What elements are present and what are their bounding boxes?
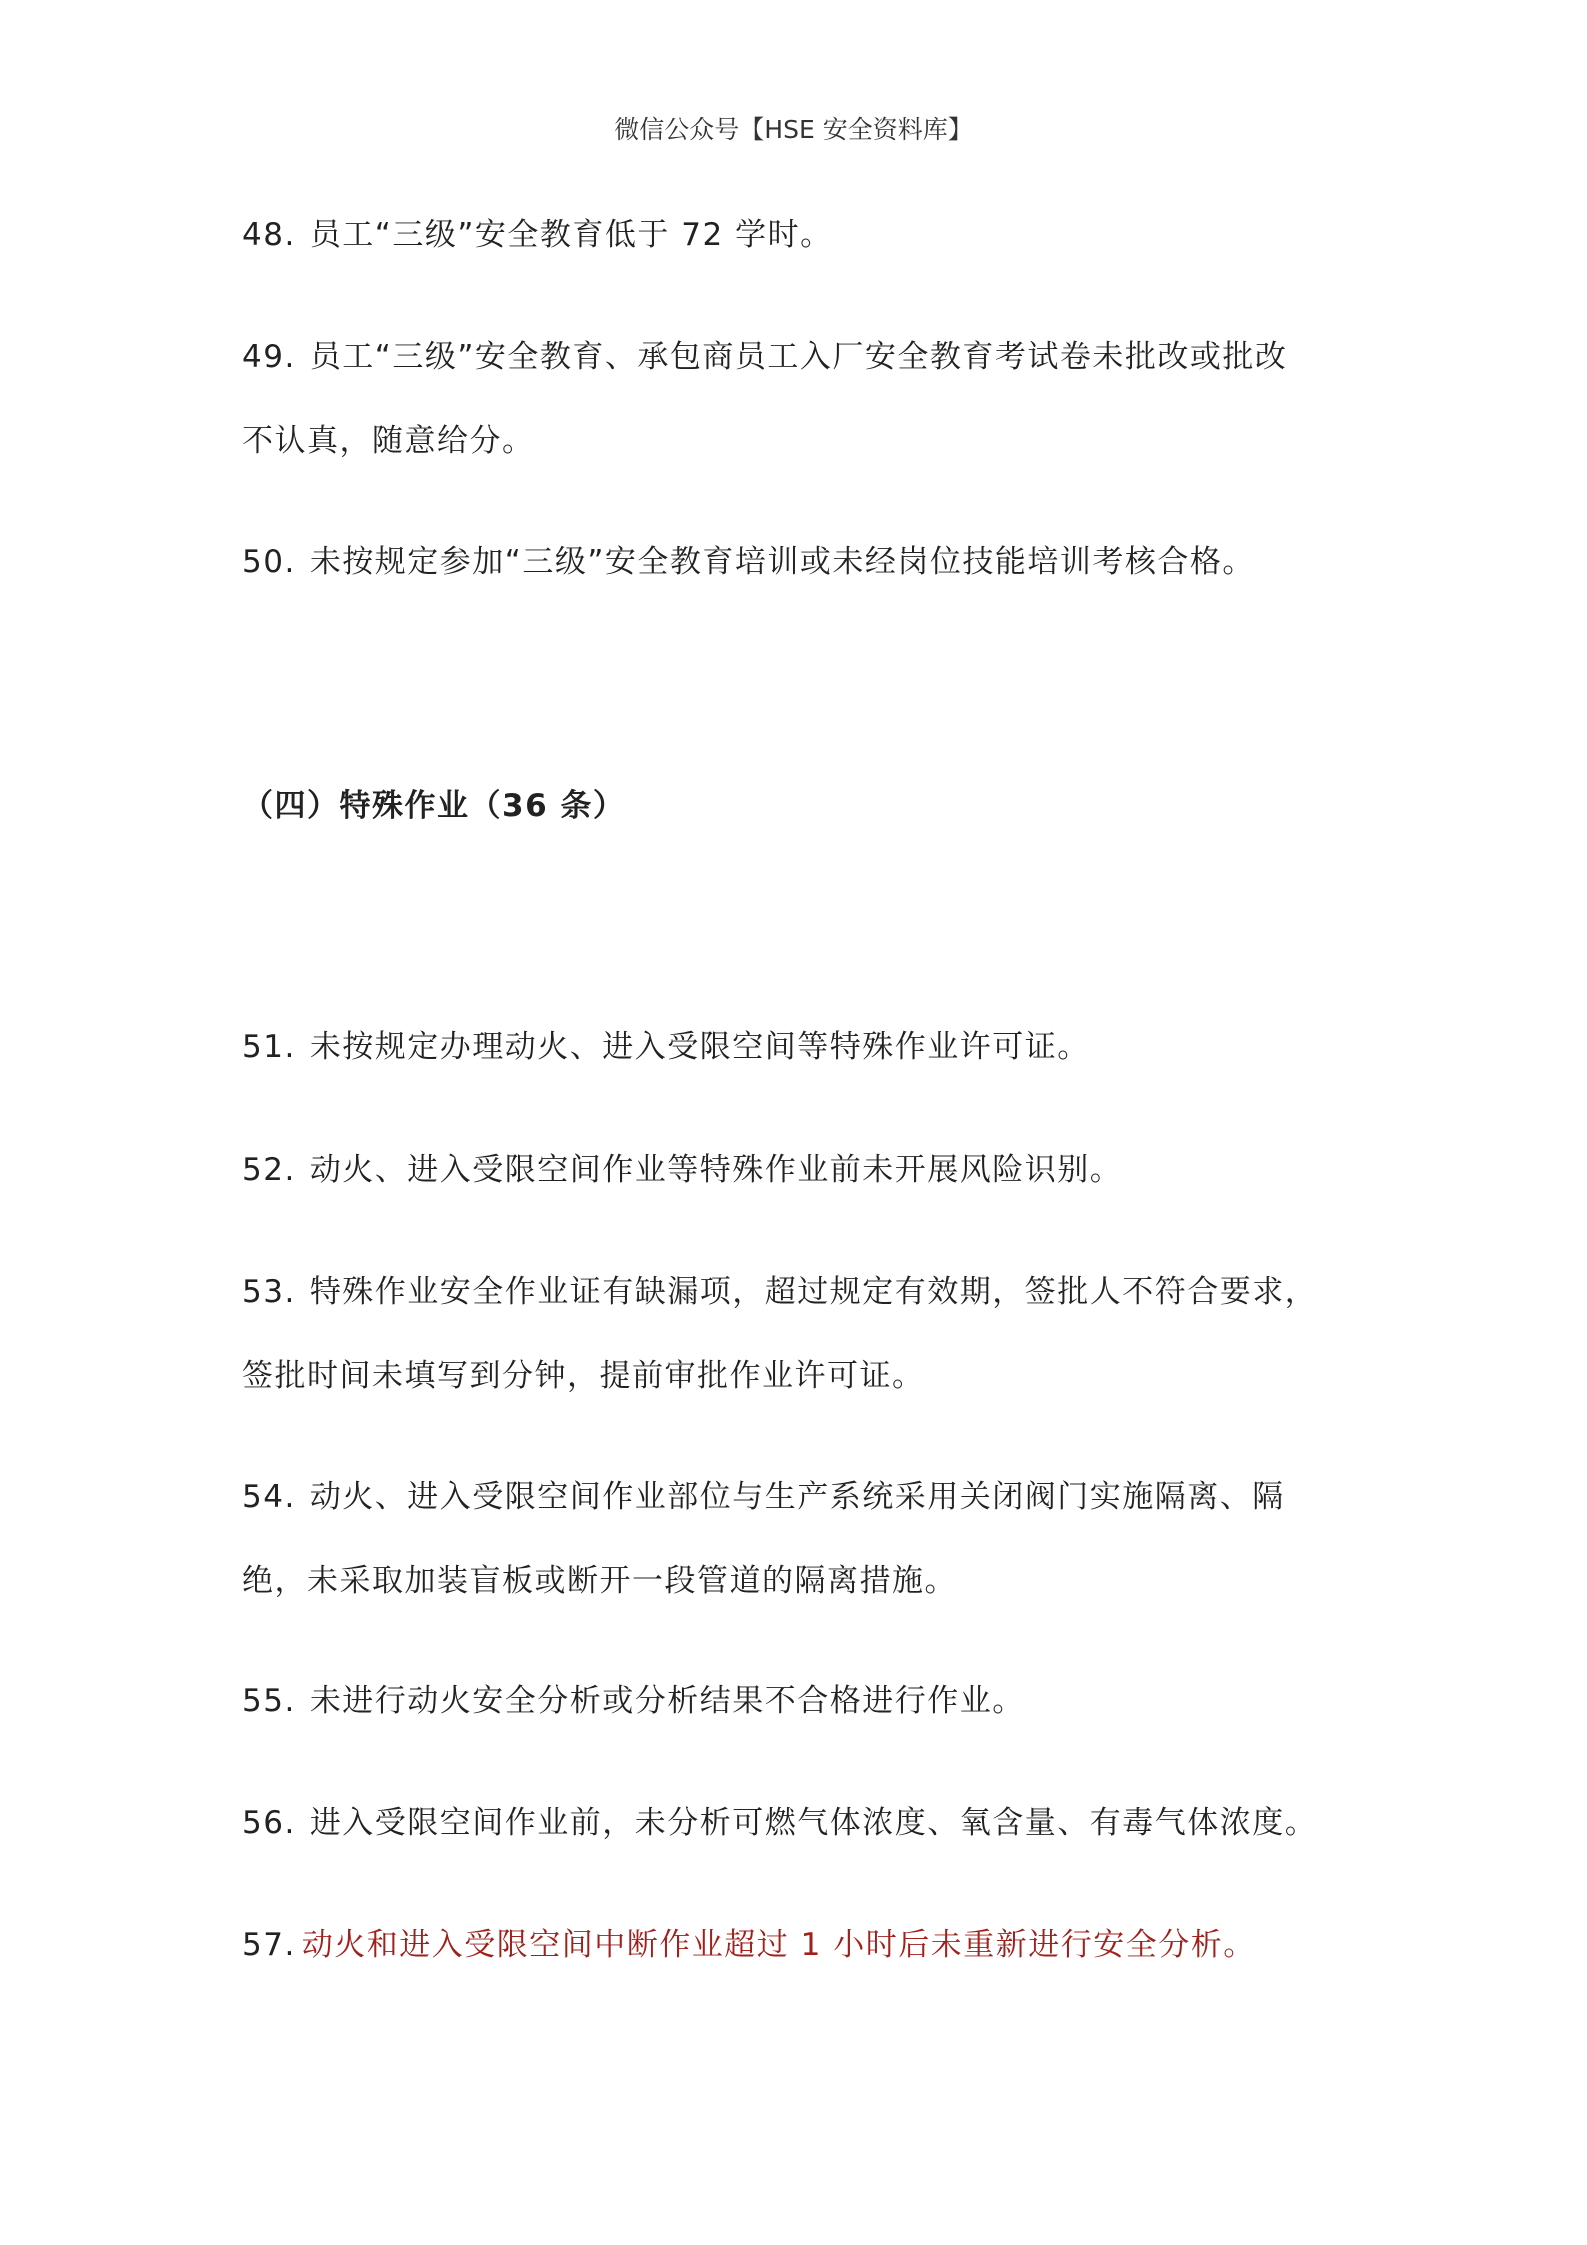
item-line-1 — [242, 315, 1352, 399]
item-text-highlighted: 动火和进入受限空间中断作业超过 1 小时后未重新进行安全分析。 — [301, 1927, 1256, 1963]
item-number: 55. — [242, 1683, 296, 1719]
item-54 — [242, 1455, 1352, 1623]
item-number: 50. — [242, 544, 296, 580]
item-text: 动火、进入受限空间作业等特殊作业前未开展风险识别。 — [309, 1152, 1123, 1188]
item-55 — [242, 1659, 1352, 1743]
section-title: （四）特殊作业（36 条） — [242, 788, 626, 824]
item-text: 特殊作业安全作业证有缺漏项，超过规定有效期，签批人不符合要求， — [309, 1274, 1318, 1310]
item-51 — [242, 1005, 1352, 1089]
item-text: 动火、进入受限空间作业部位与生产系统采用关闭阀门实施隔离、隔 — [309, 1479, 1285, 1515]
item-text: 未按规定参加“三级”安全教育培训或未经岗位技能培训考核合格。 — [309, 544, 1255, 580]
item-number: 56. — [242, 1805, 296, 1841]
item-text: 未进行动火安全分析或分析结果不合格进行作业。 — [309, 1683, 1025, 1719]
item-49 — [242, 315, 1352, 483]
item-text: 未按规定办理动火、进入受限空间等特殊作业许可证。 — [309, 1029, 1090, 1065]
item-53 — [242, 1250, 1352, 1418]
item-line-2: 不认真，随意给分。 — [242, 423, 535, 459]
item-line-1 — [242, 1250, 1352, 1334]
item-line-2: 绝，未采取加装盲板或断开一段管道的隔离措施。 — [242, 1563, 957, 1599]
item-text: 员工“三级”安全教育低于 72 学时。 — [309, 217, 833, 253]
item-number: 53. — [242, 1274, 296, 1310]
item-number: 51. — [242, 1029, 296, 1065]
page-header: 微信公众号【HSE 安全资料库】 — [614, 115, 973, 144]
item-line-1 — [242, 1455, 1352, 1539]
item-48 — [242, 193, 1352, 277]
item-line-2: 签批时间未填写到分钟，提前审批作业许可证。 — [242, 1358, 925, 1394]
item-56 — [242, 1781, 1352, 1865]
item-57 — [242, 1903, 1352, 1987]
item-text: 进入受限空间作业前，未分析可燃气体浓度、氧含量、有毒气体浓度。 — [309, 1805, 1318, 1841]
item-number: 48. — [242, 217, 296, 253]
item-number: 49. — [242, 339, 296, 375]
item-number: 57. — [242, 1927, 296, 1963]
item-50 — [242, 520, 1352, 604]
item-52 — [242, 1128, 1352, 1212]
item-number: 52. — [242, 1152, 296, 1188]
item-number: 54. — [242, 1479, 296, 1515]
item-text: 员工“三级”安全教育、承包商员工入厂安全教育考试卷未批改或批改 — [309, 339, 1288, 375]
